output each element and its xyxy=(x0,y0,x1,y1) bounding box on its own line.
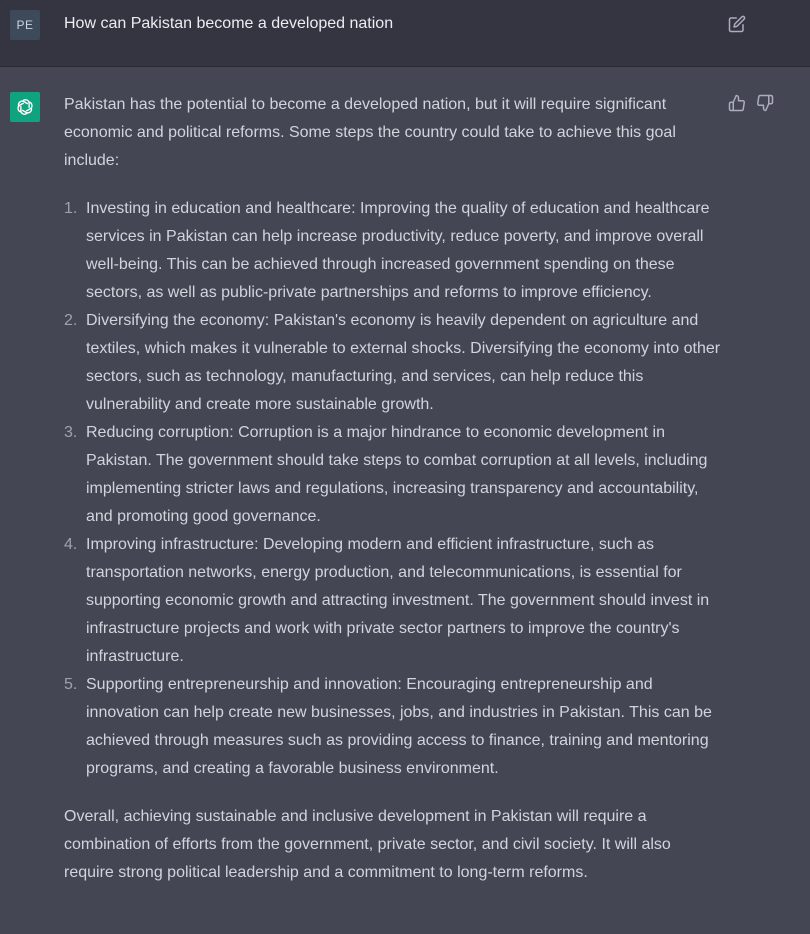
list-item-number: 1. xyxy=(64,200,78,217)
openai-logo-icon xyxy=(10,92,40,122)
list-item-text: Improving infrastructure: Developing modern and efficient infrastructure, such as transportation networks, energy production, and telecommunications, is essential for supporting economic growth and attracting investment. The government should invest in infrastructure projects and work with private sector partners to improve the country's infrastructure. xyxy=(86,536,710,665)
assistant-message-content xyxy=(64,91,724,887)
list-item-text: Investing in education and healthcare: Improving the quality of education and healthcare services in Pakistan can help increase productivity, reduce poverty, and improve overall well-being. This can be achieved through increased government spending on these sectors, as well as public-private partnerships and reforms to improve efficiency. xyxy=(86,200,710,301)
user-message-row xyxy=(0,0,810,67)
list-item-number: 2. xyxy=(64,312,78,329)
list-item xyxy=(64,195,724,307)
list-item-text: Diversifying the economy: Pakistan's economy is heavily dependent on agriculture and textiles, which makes it vulnerable to external shocks. Diversifying the economy into other sectors, such as technology, manufacturing, and services, can help reduce this vulnerability and create more sustainable growth. xyxy=(86,312,721,413)
user-message-text: How can Pakistan become a developed nation xyxy=(64,15,394,32)
list-item xyxy=(64,671,724,783)
user-avatar: PE xyxy=(10,10,40,40)
thumbs-down-icon[interactable] xyxy=(756,94,774,112)
conclusion-paragraph: Overall, achieving sustainable and inclusive development in Pakistan will require a combination of efforts from the government, private sector, and civil society. It will also require strong political leadership and a commitment to long-term reforms. xyxy=(64,808,671,881)
steps-list xyxy=(64,195,724,783)
list-item-text: Reducing corruption: Corruption is a major hindrance to economic development in Pakistan. The government should take steps to combat corruption at all levels, including implementing stricter laws and regulations, increasing transparency and accountability, and promoting good governance. xyxy=(86,424,708,525)
list-item xyxy=(64,531,724,671)
assistant-message-row xyxy=(0,67,810,934)
edit-icon[interactable] xyxy=(728,15,746,33)
list-item-number: 4. xyxy=(64,536,78,553)
list-item-number: 5. xyxy=(64,676,78,693)
thumbs-up-icon[interactable] xyxy=(728,94,746,112)
intro-paragraph: Pakistan has the potential to become a developed nation, but it will require significant economic and political reforms. Some steps the country could take to achieve this goal include: xyxy=(64,96,676,169)
list-item xyxy=(64,419,724,531)
list-item-text: Supporting entrepreneurship and innovation: Encouraging entrepreneurship and innovation can help create new businesses, jobs, and industries in Pakistan. This can be achieved through measures such as providing access to finance, training and mentoring programs, and creating a favorable business environment. xyxy=(86,676,712,777)
list-item-number: 3. xyxy=(64,424,78,441)
list-item xyxy=(64,307,724,419)
